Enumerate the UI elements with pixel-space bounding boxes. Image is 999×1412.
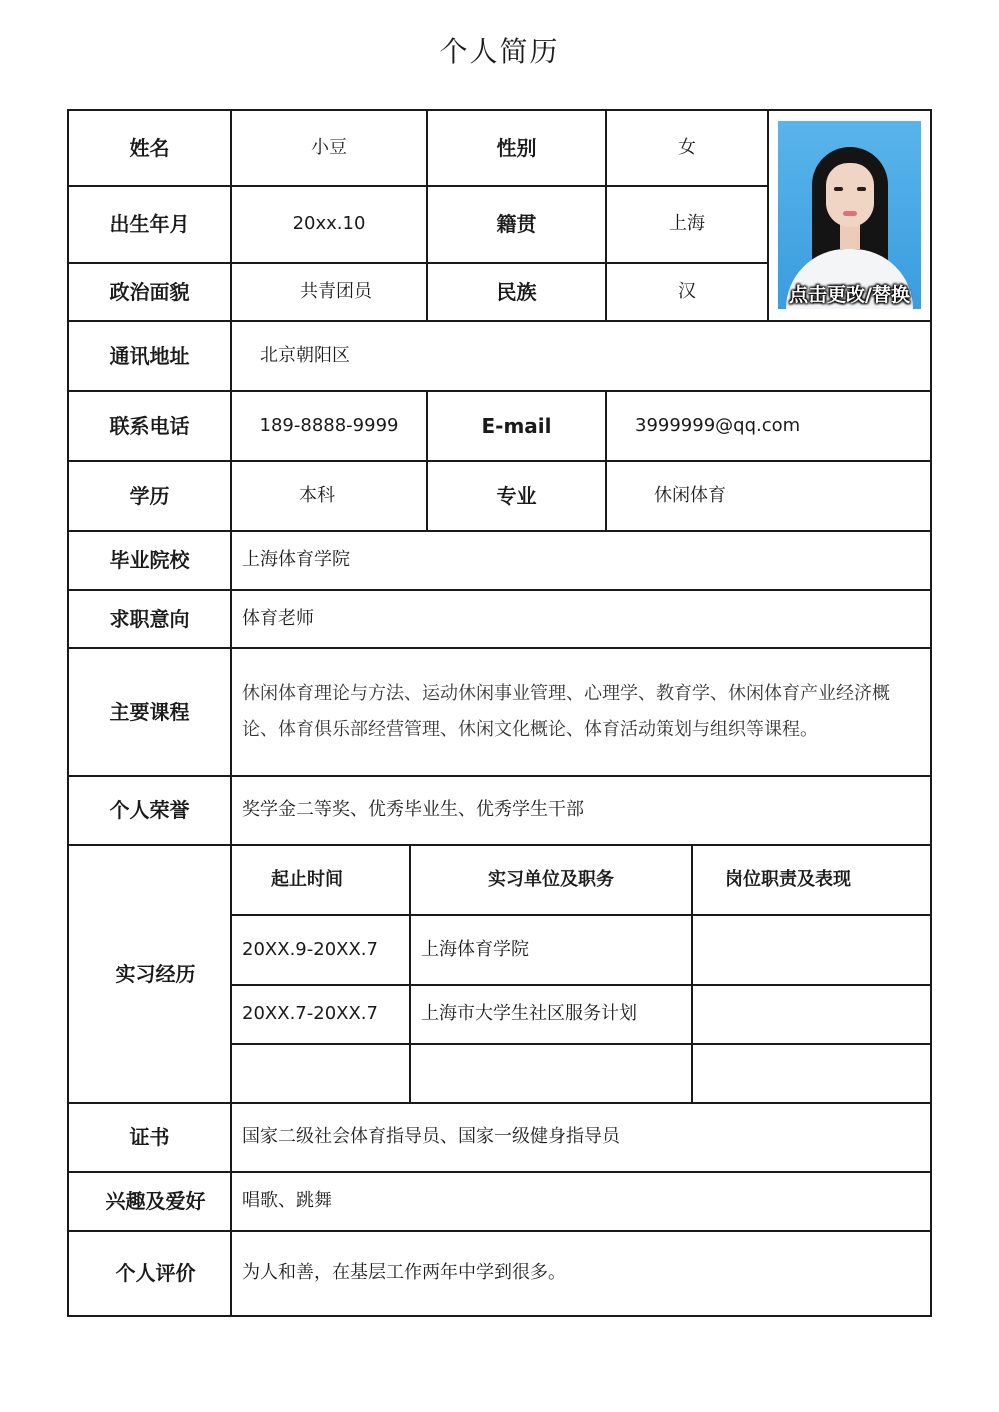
objective-value[interactable]: 体育老师 <box>242 607 314 629</box>
internship-row3-duty[interactable] <box>693 1045 930 1102</box>
column-divider <box>767 109 769 321</box>
internship-row2-period[interactable]: 20XX.7-20XX.7 <box>242 1003 378 1025</box>
email-label: E-mail <box>481 413 552 438</box>
native-place-value[interactable]: 上海 <box>669 213 705 235</box>
internship-row3-period[interactable] <box>232 1045 409 1102</box>
email-value[interactable]: 3999999@qq.com <box>635 414 801 436</box>
gender-value[interactable]: 女 <box>678 136 696 158</box>
photo-eye <box>857 187 866 191</box>
honors-value[interactable]: 奖学金二等奖、优秀毕业生、优秀学生干部 <box>242 799 584 821</box>
photo-face <box>826 163 874 227</box>
major-label: 专业 <box>496 483 537 508</box>
address-label: 通讯地址 <box>109 343 190 368</box>
internship-row2-unit[interactable]: 上海市大学生社区服务计划 <box>421 1003 637 1025</box>
internship-row1-period[interactable]: 20XX.9-20XX.7 <box>242 938 378 960</box>
ethnic-label: 民族 <box>496 279 537 304</box>
internship-label: 实习经历 <box>115 961 196 986</box>
school-value[interactable]: 上海体育学院 <box>242 549 350 571</box>
education-value[interactable]: 本科 <box>299 484 335 506</box>
photo-replace-caption[interactable]: 点击更改/替换 <box>789 284 910 306</box>
native-place-label: 籍贯 <box>496 212 537 236</box>
internship-row2-duty[interactable] <box>693 986 930 1043</box>
courses-value[interactable]: 休闲体育理论与方法、运动休闲事业管理、心理学、教育学、休闲体育产业经济概论、体育俱乐部经营管理、休闲文化概论、体育活动策划与组织等课程。 <box>242 683 890 740</box>
phone-label: 联系电话 <box>109 413 190 438</box>
internship-header-unit: 实习单位及职务 <box>488 868 614 890</box>
hobbies-value[interactable]: 唱歌、跳舞 <box>242 1190 332 1212</box>
ethnic-value[interactable]: 汉 <box>678 280 696 302</box>
certificates-value[interactable]: 国家二级社会体育指导员、国家一级健身指导员 <box>242 1126 620 1148</box>
courses-label: 主要课程 <box>109 699 190 724</box>
education-label: 学历 <box>129 483 170 508</box>
major-value[interactable]: 休闲体育 <box>654 484 726 506</box>
birth-value[interactable]: 20xx.10 <box>292 213 366 235</box>
name-value[interactable]: 小豆 <box>311 136 347 158</box>
photo-lip <box>843 211 857 216</box>
political-value[interactable]: 共青团员 <box>300 280 372 302</box>
name-label: 姓名 <box>129 135 170 160</box>
self-evaluation-value[interactable]: 为人和善，在基层工作两年中学到很多。 <box>242 1262 566 1284</box>
political-label: 政治面貌 <box>109 279 190 304</box>
gender-label: 性别 <box>496 135 537 160</box>
address-value[interactable]: 北京朝阳区 <box>260 344 350 366</box>
objective-label: 求职意向 <box>109 606 190 631</box>
hobbies-label: 兴趣及爱好 <box>105 1189 206 1213</box>
certificates-label: 证书 <box>129 1125 170 1149</box>
school-label: 毕业院校 <box>109 548 190 572</box>
honors-label: 个人荣誉 <box>109 798 190 822</box>
internship-row1-duty[interactable] <box>693 916 930 984</box>
internship-row3-unit[interactable] <box>411 1045 691 1102</box>
self-evaluation-label: 个人评价 <box>115 1261 196 1285</box>
internship-row1-unit[interactable]: 上海体育学院 <box>421 938 529 960</box>
birth-label: 出生年月 <box>109 212 190 236</box>
page-title: 个人简历 <box>439 35 560 68</box>
internship-header-duty: 岗位职责及表现 <box>725 868 851 890</box>
internship-header-period: 起止时间 <box>271 868 343 890</box>
photo-eye <box>834 187 843 191</box>
phone-value[interactable]: 189-8888-9999 <box>259 414 399 436</box>
